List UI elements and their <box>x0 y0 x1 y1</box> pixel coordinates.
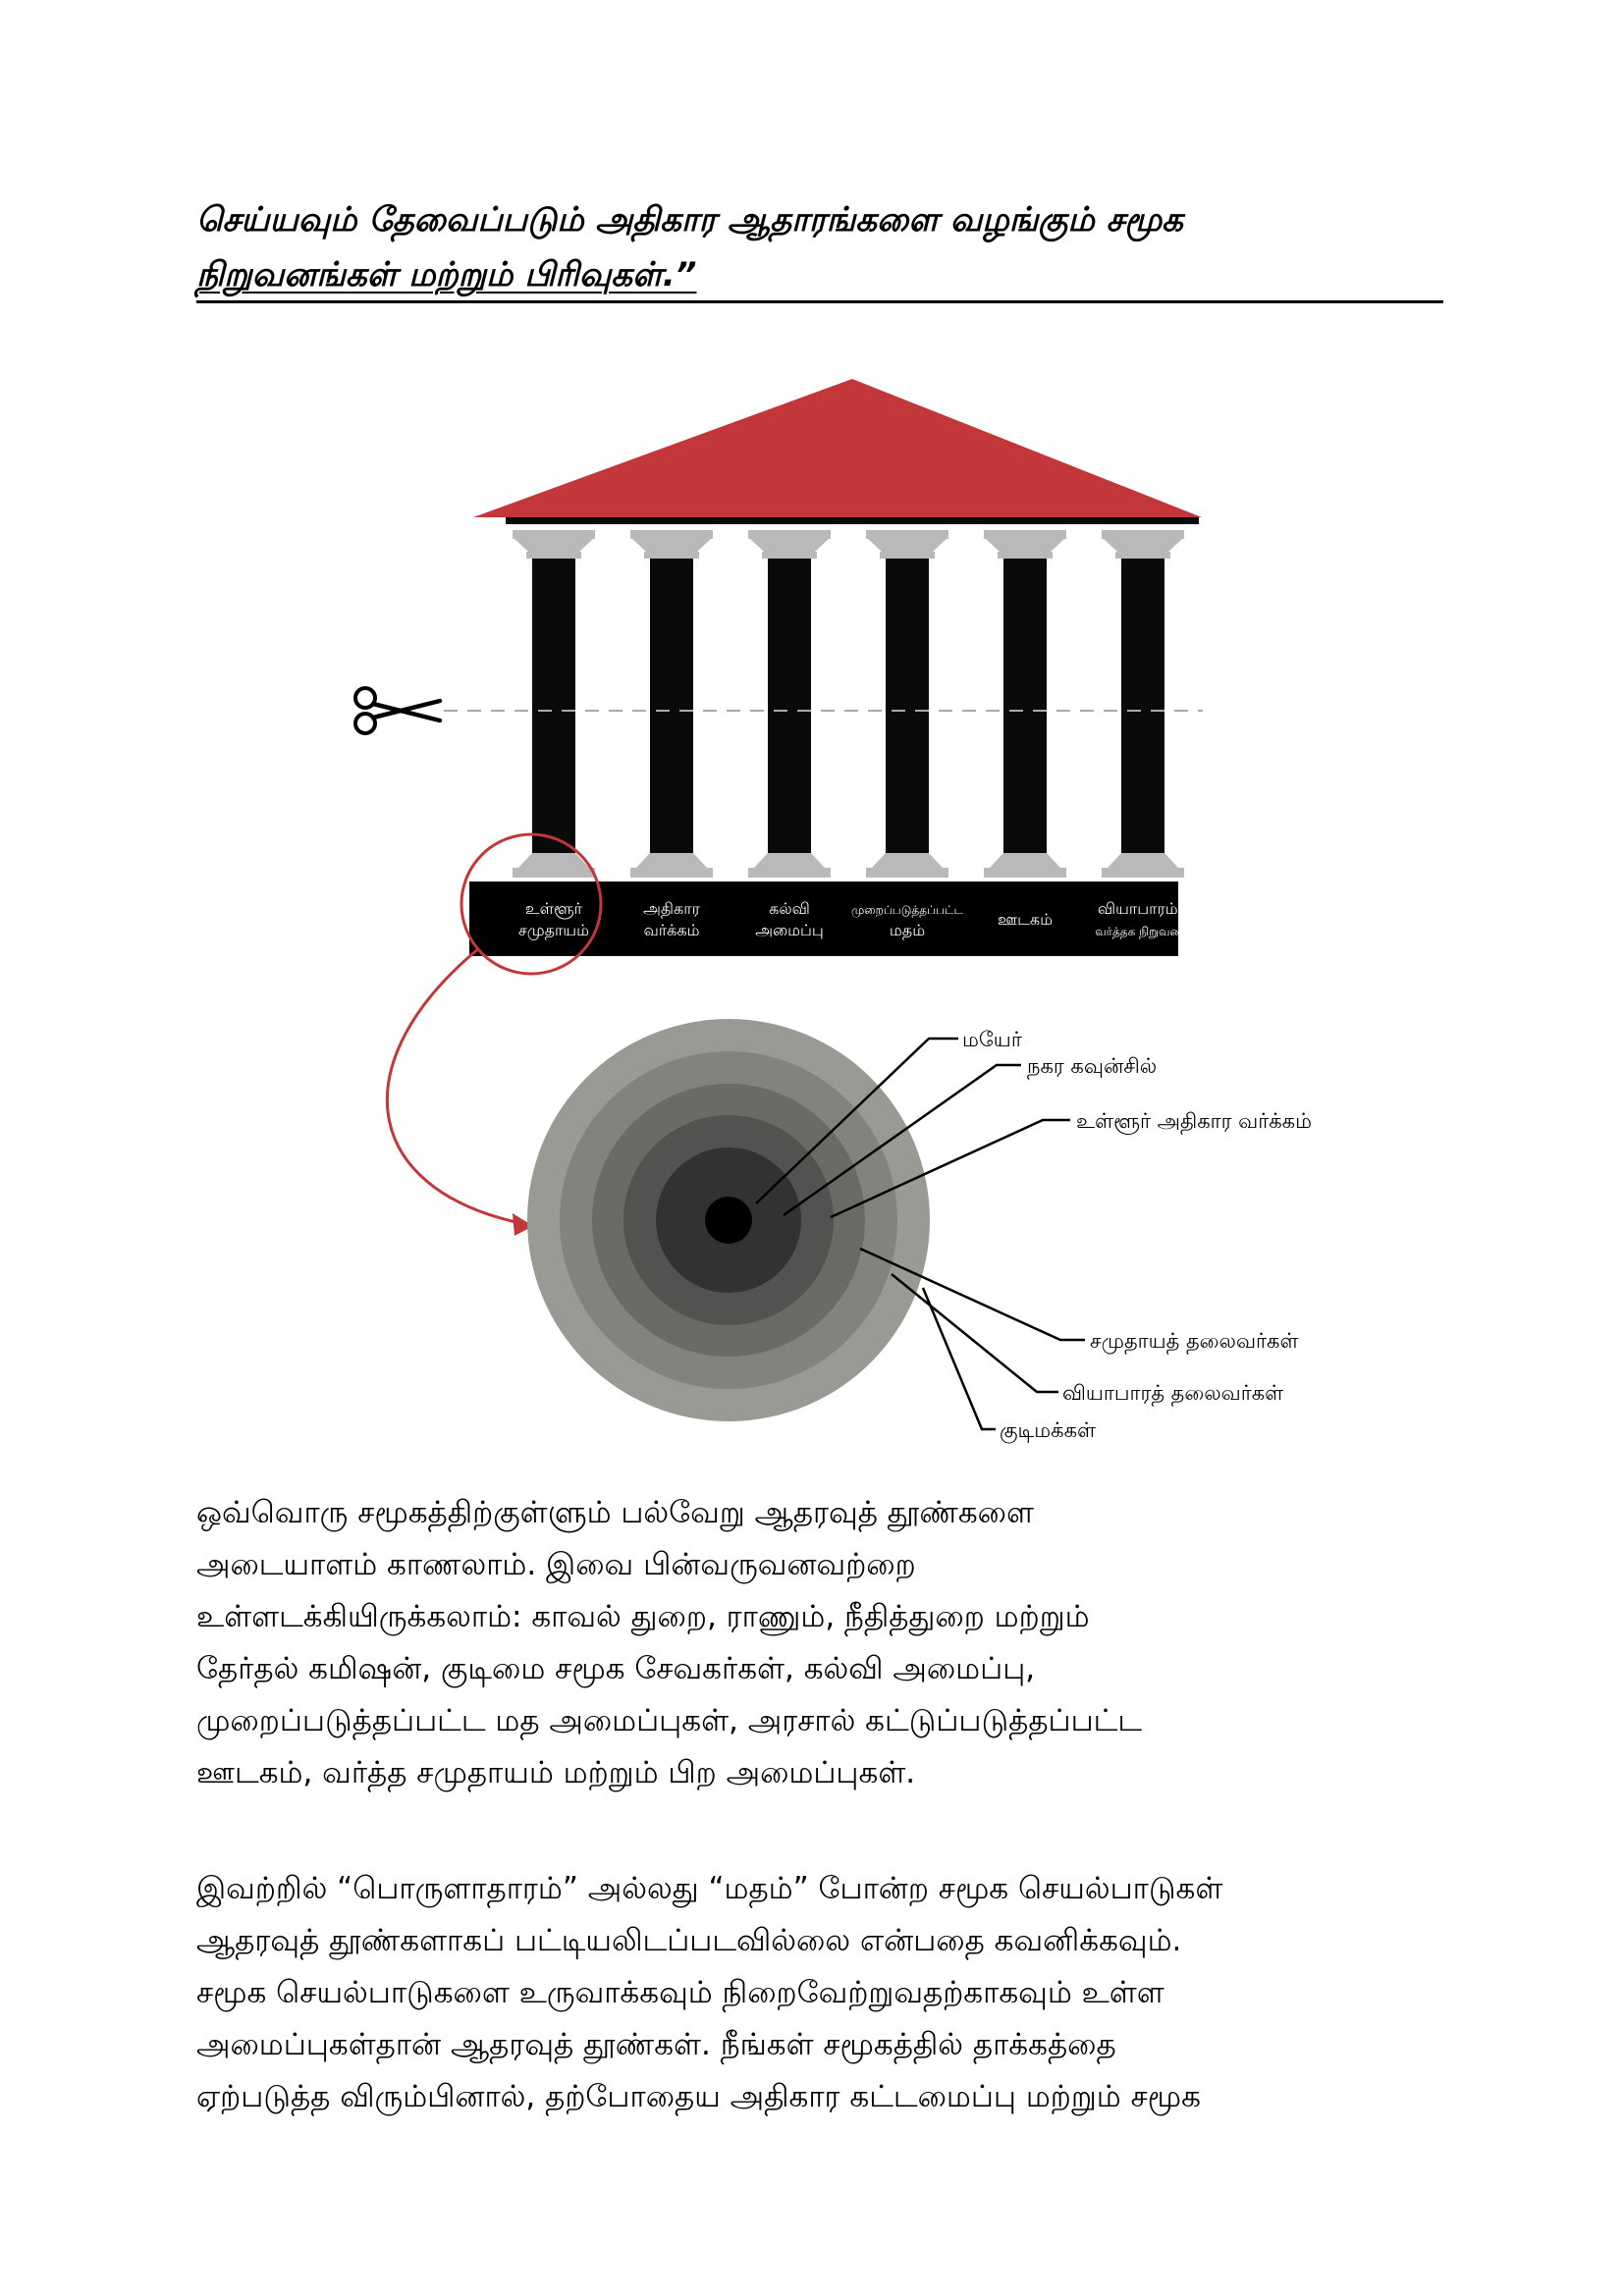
community-rings <box>527 1019 930 1421</box>
pillar-shaft <box>1003 559 1047 853</box>
paragraph-1-line: தேர்தல் கமிஷன், குடிமை சமூக சேவகர்கள், கல்வி அமைப்பு, <box>196 1651 1036 1686</box>
pillar-base <box>872 853 943 868</box>
pillar-base <box>636 853 707 868</box>
highlight-arrow <box>387 948 520 1223</box>
pillar-capital <box>998 552 1053 559</box>
pillar-capital <box>866 530 948 539</box>
pillar-capital <box>1115 552 1170 559</box>
paragraph-2 <box>196 1863 1443 2123</box>
pillar-label-line: வர்த்தக நிறுவனம் <box>1095 925 1191 938</box>
pillar-label-line: மதம் <box>889 921 926 939</box>
ring-label-citizens: குடிமக்கள் <box>1000 1418 1096 1442</box>
pillar-capital <box>644 552 699 559</box>
heading-line-1: செய்யவும் தேவைப்படும் அதிகார ஆதாரங்களை வழங்கும் சமூக <box>196 200 1183 240</box>
paragraph-2-line: அமைப்புகள்தான் ஆதரவுத் தூண்கள். நீங்கள் சமூகத்தில் தாக்கத்தை <box>196 2027 1116 2062</box>
pillar-label-line: வர்க்கம் <box>643 921 700 939</box>
pillar <box>513 530 595 878</box>
pillar-base <box>748 868 831 878</box>
paragraph-2-line: ஆதரவுத் தூண்களாகப் பட்டியலிடப்படவில்லை என்பதை கவனிக்கவும். <box>196 1923 1182 1958</box>
pillar-shaft <box>768 559 811 853</box>
ring-label-mayor: மயேர் <box>962 1028 1022 1051</box>
pillar-capital <box>762 552 817 559</box>
pillar-base <box>754 853 825 868</box>
temple-roof <box>473 379 1202 517</box>
pillar-capital <box>986 539 1064 552</box>
pillar <box>630 530 713 878</box>
ring-label-town-council: நகர கவுன்சில் <box>1027 1054 1158 1078</box>
paragraph-1-line: உள்ளடக்கியிருக்கலாம்: காவல் துறை, ராணும், நீதித்துறை மற்றும் <box>196 1599 1090 1634</box>
pillar-capital <box>880 552 935 559</box>
pillar-base <box>513 868 595 878</box>
pillar-base <box>518 853 589 868</box>
pillar-shaft <box>650 559 693 853</box>
roof-base <box>506 517 1199 524</box>
paragraph-1-line: ஒவ்வொரு சமூகத்திற்குள்ளும் பல்வேறு ஆதரவுத் தூண்களை <box>196 1495 1034 1530</box>
pillars-group <box>513 530 1184 878</box>
paragraph-1-line: முறைப்படுத்தப்பட்ட மத அமைப்புகள், அரசால் கட்டுப்படுத்தப்பட்ட <box>196 1703 1143 1738</box>
pillar-labels-plinth <box>469 881 1178 956</box>
pillar-capital <box>750 539 829 552</box>
heading-line-2: நிறுவனங்கள் மற்றும் பிரிவுகள்.” <box>196 255 697 294</box>
paragraph-1-line: ஊடகம், வர்த்த சமுதாயம் மற்றும் பிற அமைப்புகள். <box>196 1755 916 1790</box>
pillar-capital <box>984 530 1066 539</box>
ring-label-community-leaders: சமுதாயத் தலைவர்கள் <box>1090 1329 1299 1353</box>
pillar-capital <box>868 539 947 552</box>
pillar-base <box>1108 853 1178 868</box>
pillar-base <box>1102 868 1184 878</box>
ring-label-local-bureaucracy: உள்ளூர் அதிகார வர்க்கம் <box>1076 1109 1312 1133</box>
pillar-shaft <box>532 559 575 853</box>
paragraph-2-line: ஏற்படுத்த விரும்பினால், தற்போதைய அதிகார கட்டமைப்பு மற்றும் சமூக <box>196 2079 1201 2114</box>
pillar <box>866 530 948 878</box>
pillar-capital <box>514 539 593 552</box>
pillar-base <box>866 868 948 878</box>
paragraph-1-line: அடையாளம் காணலாம். இவை பின்வருவனவற்றை <box>196 1547 916 1582</box>
pillar-label-line: உள்ளூர் <box>525 899 582 918</box>
pillar-base <box>990 853 1060 868</box>
pillar-label-line: ஊடகம் <box>998 910 1053 929</box>
ring-mayor <box>705 1197 752 1244</box>
pillar-capital <box>748 530 831 539</box>
pillar-shaft <box>886 559 929 853</box>
paragraph-2-line: சமூக செயல்பாடுகளை உருவாக்கவும் நிறைவேற்றுவதற்காகவும் உள்ள <box>196 1975 1164 2010</box>
pillar <box>748 530 831 878</box>
pillar-label-line: முறைப்படுத்தப்பட்ட <box>850 903 964 917</box>
pillar-label-line: வியாபாரம் / <box>1097 899 1189 918</box>
pillar-capital <box>513 530 595 539</box>
pillar-label-line: கல்வி <box>769 899 810 918</box>
pillar-label-line: அதிகார <box>643 899 700 918</box>
pillar-base <box>984 868 1066 878</box>
pillar-label-line: அமைப்பு <box>755 921 824 939</box>
pillar-capital <box>1102 530 1184 539</box>
pillar-base <box>630 868 713 878</box>
pillar-shaft <box>1121 559 1164 853</box>
pillar-capital <box>526 552 581 559</box>
ring-labels <box>962 1028 1312 1443</box>
pillar-label-line: சமுதாயம் <box>518 921 589 939</box>
pillar <box>984 530 1066 878</box>
ring-label-business-leaders: வியாபாரத் தலைவர்கள் <box>1062 1381 1284 1405</box>
paragraph-1 <box>196 1487 1443 1799</box>
paragraph-2-line: இவற்றில் “பொருளாதாரம்” அல்லது “மதம்” போன்ற சமூக செயல்பாடுகள் <box>196 1871 1223 1906</box>
pillar-capital <box>630 530 713 539</box>
scissors-icon <box>355 688 440 733</box>
pillar <box>1102 530 1184 878</box>
pillar-capital <box>1104 539 1182 552</box>
pillar-capital <box>632 539 711 552</box>
